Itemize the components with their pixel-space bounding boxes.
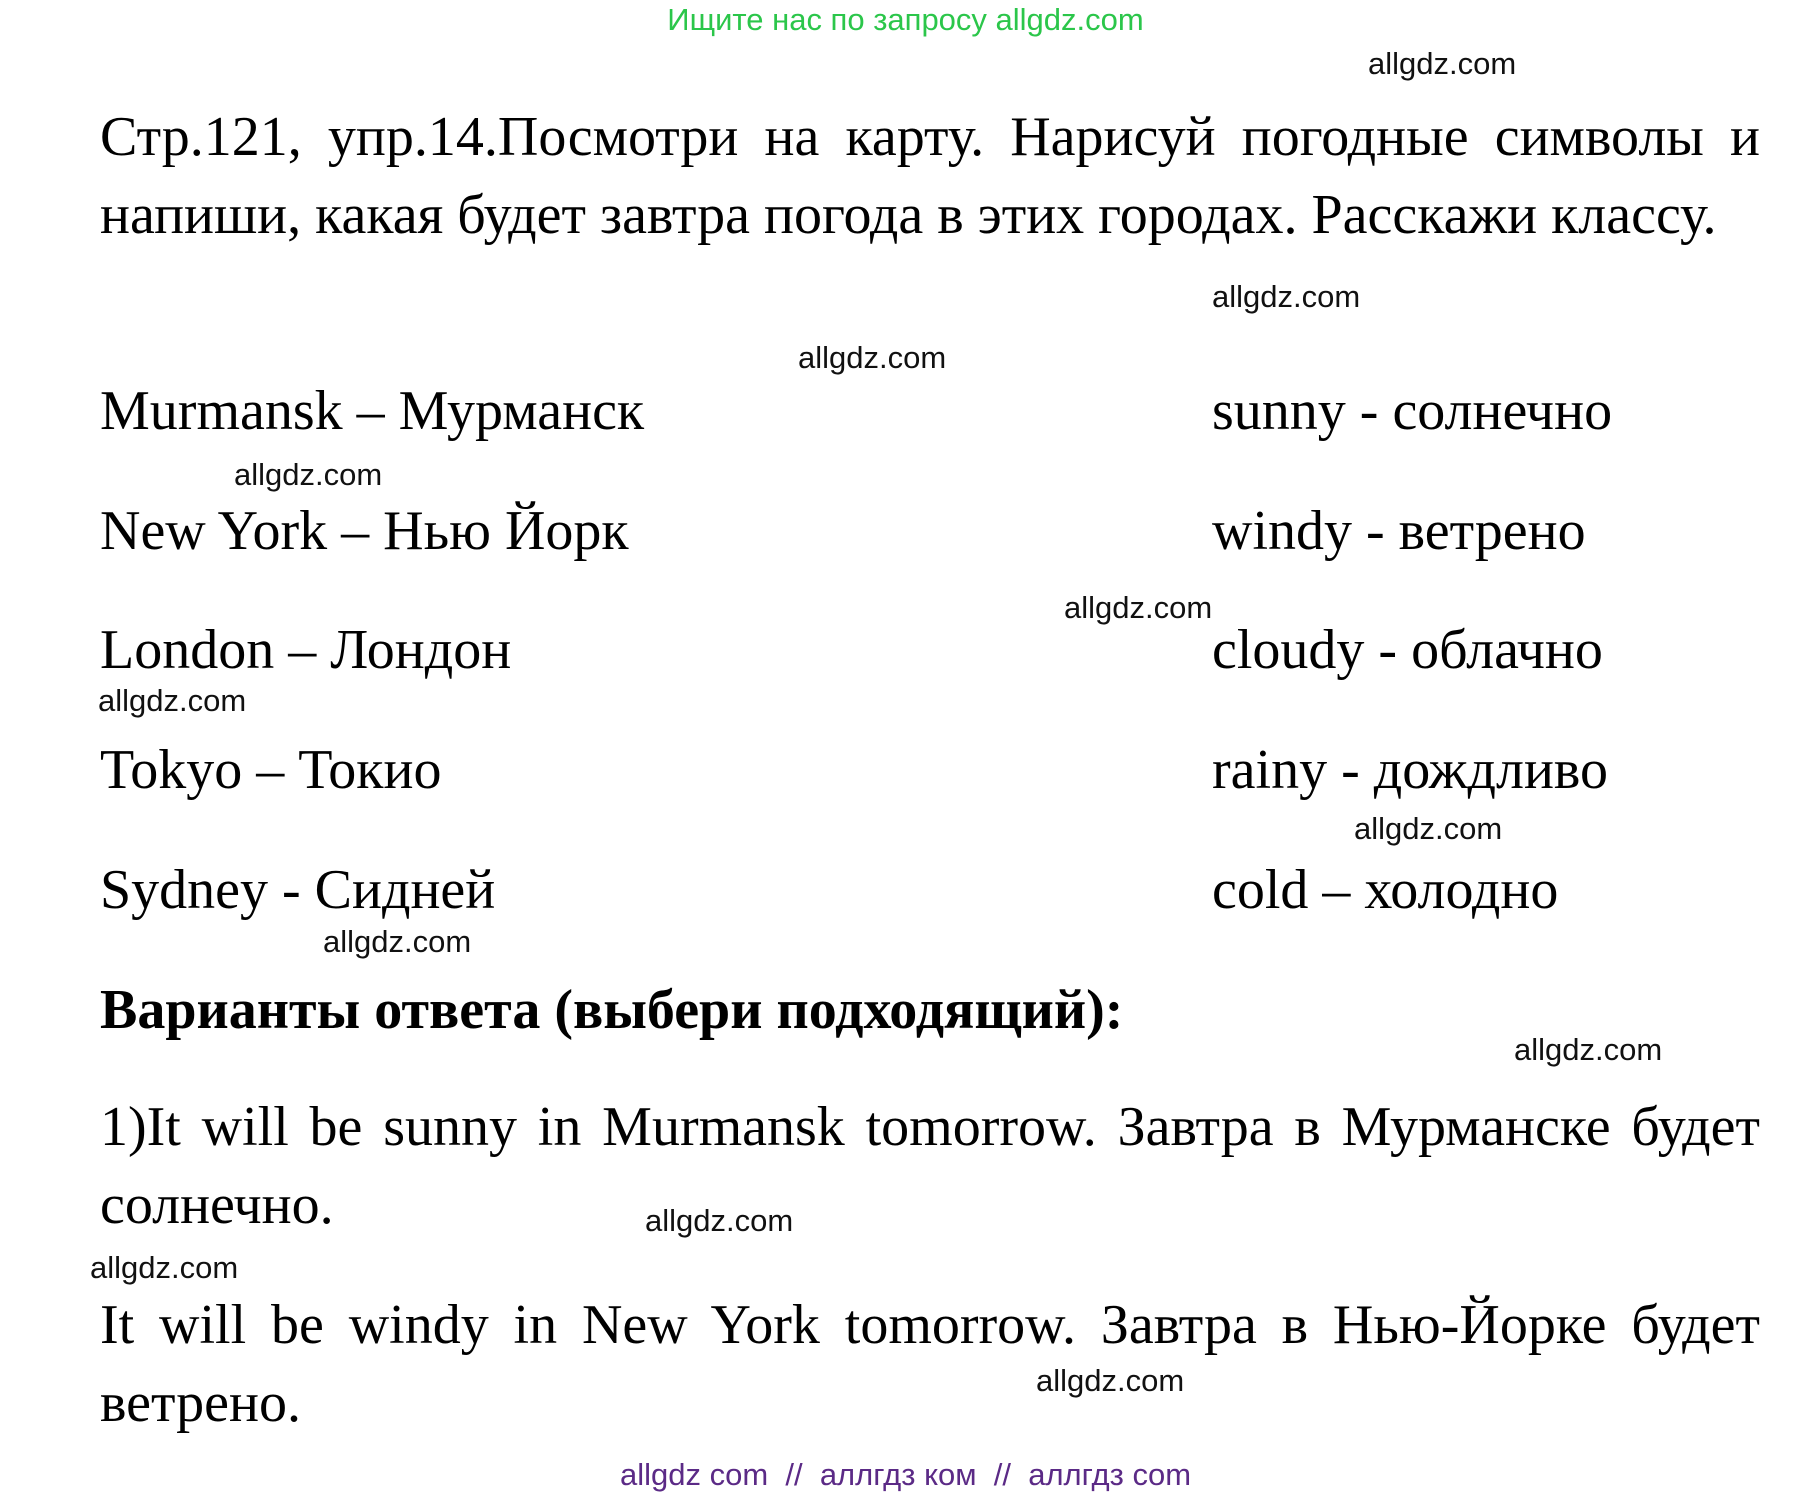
watermark: allgdz.com [1514,1032,1663,1067]
watermark: allgdz.com [798,340,947,375]
watermark: allgdz.com [234,457,383,492]
watermark: allgdz.com [323,924,472,959]
answers-heading: Варианты ответа (выбери подходящий): [100,979,1124,1041]
watermark: allgdz.com [90,1250,239,1285]
watermark: allgdz.com [1354,811,1503,846]
watermark: allgdz.com [645,1203,794,1238]
city-item: Sydney - Сидней [100,859,496,921]
weather-item: cold – холодно [1212,859,1559,921]
exercise-instruction: Стр.121, упр.14.Посмотри на карту. Нарисуй погодные символы и напиши, какая будет завтра погода в этих городах. Расскажи классу. [100,106,1760,246]
weather-item: windy - ветрено [1212,500,1586,562]
city-item: New York – Нью Йорк [100,500,629,562]
watermark: allgdz.com [1064,590,1213,625]
city-item: London – Лондон [100,619,512,681]
watermark: allgdz.com [1036,1363,1185,1398]
watermark: allgdz.com [1212,279,1361,314]
city-item: Tokyo – Токио [100,739,442,801]
weather-item: rainy - дождливо [1212,739,1608,801]
watermark: allgdz.com [98,683,247,718]
city-item: Murmansk – Мурманск [100,380,645,442]
weather-item: cloudy - облачно [1212,619,1603,681]
answer-item: It will be windy in New York tomorrow. Завтра в Нью-Йорке будет ветрено. [100,1294,1760,1434]
weather-item: sunny - солнечно [1212,380,1613,442]
top-banner[interactable]: Ищите нас по запросу allgdz.com [667,2,1144,37]
watermark: allgdz.com [1368,46,1517,81]
footer-links[interactable]: allgdz com // аллгдз ком // аллгдз com [619,1457,1192,1492]
answer-item: 1)It will be sunny in Murmansk tomorrow. Завтра в Мурманске будет солнечно. [100,1096,1760,1236]
